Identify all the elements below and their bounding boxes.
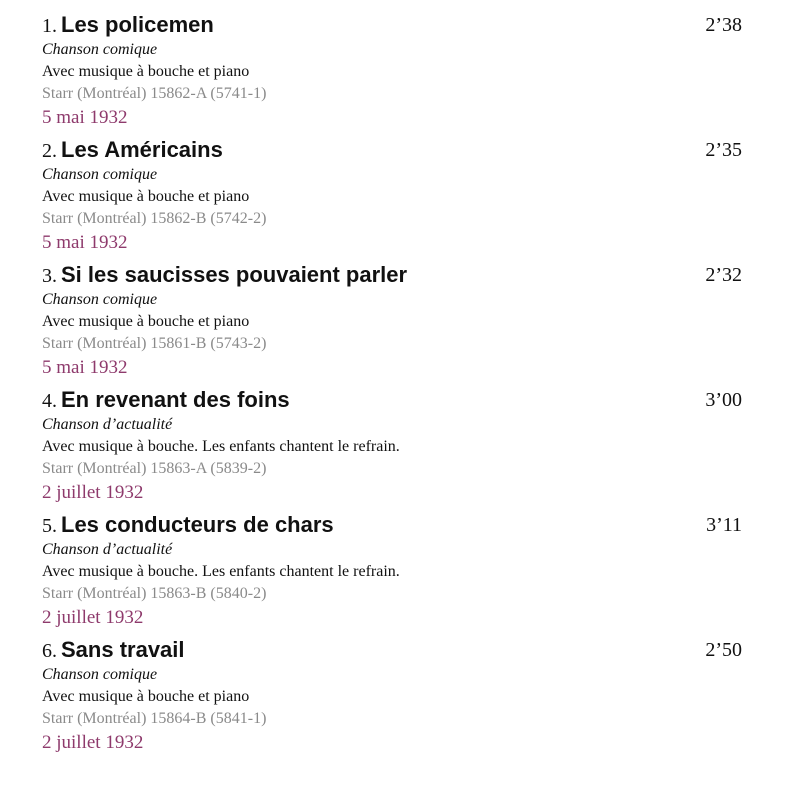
- track-entry: [42, 10, 742, 130]
- track-entry: [42, 510, 742, 630]
- track-duration: 3’11: [706, 514, 742, 536]
- track-title-line: [42, 510, 742, 540]
- track-date: 5 mai 1932: [42, 357, 128, 378]
- track-entry: [42, 635, 742, 755]
- track-genre: Chanson comique: [42, 666, 158, 683]
- track-entry: [42, 260, 742, 380]
- track-number: 5.: [42, 515, 57, 537]
- track-number: 6.: [42, 640, 57, 662]
- track-genre: Chanson comique: [42, 166, 158, 183]
- track-title-line: [42, 10, 742, 40]
- track-date: 5 mai 1932: [42, 107, 128, 128]
- track-label: Starr (Montréal) 15863-A (5839-2): [42, 460, 267, 477]
- track-description: Avec musique à bouche et piano: [42, 188, 250, 205]
- track-number: 2.: [42, 140, 57, 162]
- track-genre: Chanson d’actualité: [42, 541, 173, 558]
- track-title: En revenant des foins: [61, 387, 290, 412]
- track-label: Starr (Montréal) 15861-B (5743-2): [42, 335, 267, 352]
- track-label: Starr (Montréal) 15862-A (5741-1): [42, 85, 267, 102]
- track-label: Starr (Montréal) 15863-B (5840-2): [42, 585, 267, 602]
- track-number: 1.: [42, 15, 57, 37]
- track-number: 3.: [42, 265, 57, 287]
- track-description: Avec musique à bouche. Les enfants chantent le refrain.: [42, 438, 400, 455]
- track-title: Les conducteurs de chars: [61, 512, 334, 537]
- track-title: Sans travail: [61, 637, 185, 662]
- track-number: 4.: [42, 390, 57, 412]
- track-date: 2 juillet 1932: [42, 607, 144, 628]
- track-entry: [42, 135, 742, 255]
- track-title-line: [42, 260, 742, 290]
- track-date: 2 juillet 1932: [42, 732, 144, 753]
- track-title-line: [42, 385, 742, 415]
- track-description: Avec musique à bouche. Les enfants chantent le refrain.: [42, 563, 400, 580]
- track-date: 2 juillet 1932: [42, 482, 144, 503]
- track-description: Avec musique à bouche et piano: [42, 688, 250, 705]
- track-genre: Chanson comique: [42, 41, 158, 58]
- track-duration: 2’35: [705, 139, 742, 161]
- track-description: Avec musique à bouche et piano: [42, 63, 250, 80]
- track-genre: Chanson comique: [42, 291, 158, 308]
- track-title: Les policemen: [61, 12, 214, 37]
- track-duration: 2’50: [705, 639, 742, 661]
- track-title-line: [42, 635, 742, 665]
- track-duration: 2’32: [705, 264, 742, 286]
- track-title: Si les saucisses pouvaient parler: [61, 262, 408, 287]
- track-description: Avec musique à bouche et piano: [42, 313, 250, 330]
- track-title-line: [42, 135, 742, 165]
- track-title: Les Américains: [61, 137, 223, 162]
- track-entry: [42, 385, 742, 505]
- track-date: 5 mai 1932: [42, 232, 128, 253]
- track-duration: 3’00: [705, 389, 742, 411]
- track-label: Starr (Montréal) 15862-B (5742-2): [42, 210, 267, 227]
- track-label: Starr (Montréal) 15864-B (5841-1): [42, 710, 267, 727]
- track-duration: 2’38: [705, 14, 742, 36]
- track-genre: Chanson d’actualité: [42, 416, 173, 433]
